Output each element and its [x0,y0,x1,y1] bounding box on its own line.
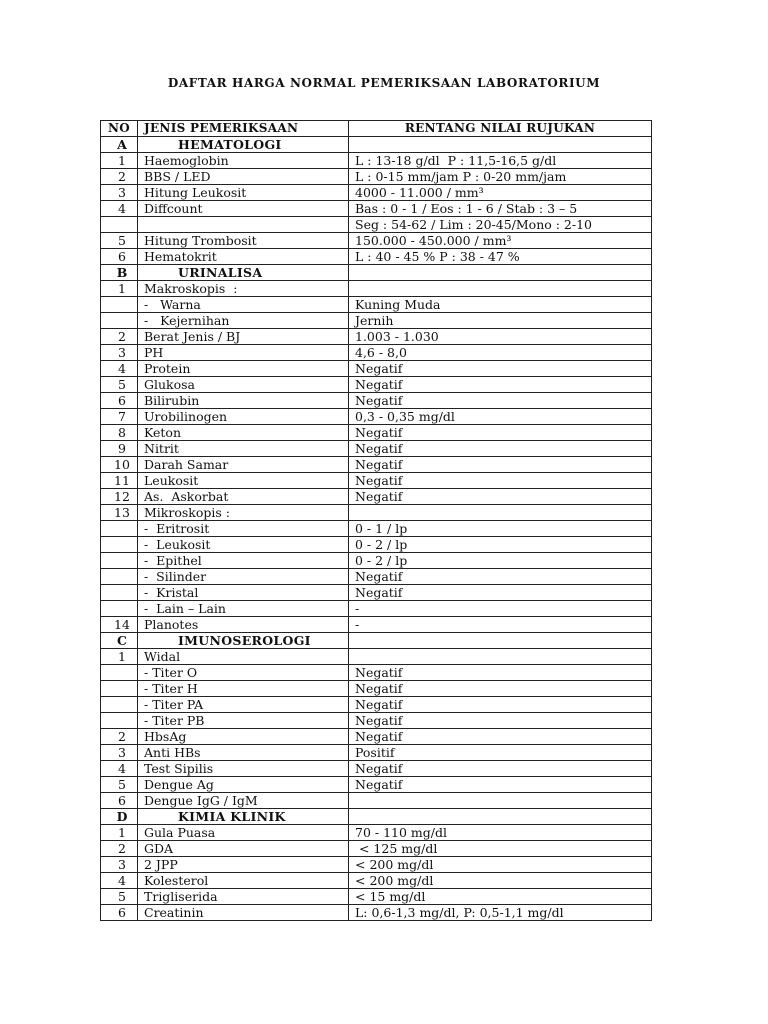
table-row [101,217,652,233]
row-number [101,521,138,537]
reference-range [349,265,652,281]
reference-range: - [349,601,652,617]
test-name: Protein [138,361,349,377]
table-row [101,873,652,889]
row-number: 6 [101,905,138,921]
test-name: Test Sipilis [138,761,349,777]
row-number: B [101,265,138,281]
reference-range: Negatif [349,457,652,473]
test-name: PH [138,345,349,361]
reference-range [349,649,652,665]
table-row [101,457,652,473]
test-name: Leukosit [138,473,349,489]
table-body [101,137,652,921]
reference-range: 0 - 2 / lp [349,537,652,553]
row-number [101,697,138,713]
table-row [101,505,652,521]
test-name: HbsAg [138,729,349,745]
test-name [138,217,349,233]
test-name: Hematokrit [138,249,349,265]
test-name: - Leukosit [138,537,349,553]
test-name: Dengue IgG / IgM [138,793,349,809]
row-number: C [101,633,138,649]
test-name: Haemoglobin [138,153,349,169]
reference-range: L : 40 - 45 % P : 38 - 47 % [349,249,652,265]
row-number: 4 [101,361,138,377]
section-title: KIMIA KLINIK [138,809,349,825]
reference-range: 4,6 - 8,0 [349,345,652,361]
row-number: 3 [101,857,138,873]
test-name: Kolesterol [138,873,349,889]
row-number: 12 [101,489,138,505]
table-row [101,233,652,249]
row-number [101,553,138,569]
test-name: Widal [138,649,349,665]
row-number: 6 [101,393,138,409]
row-number [101,217,138,233]
reference-range: < 125 mg/dl [349,841,652,857]
table-row [101,729,652,745]
table-row [101,601,652,617]
test-name: Nitrit [138,441,349,457]
table-row [101,281,652,297]
table-row [101,473,652,489]
table-row [101,761,652,777]
table-row [101,425,652,441]
row-number: 9 [101,441,138,457]
table-row [101,777,652,793]
reference-range: 0,3 - 0,35 mg/dl [349,409,652,425]
section-title: URINALISA [138,265,349,281]
table-row [101,361,652,377]
test-name: Dengue Ag [138,777,349,793]
reference-range: Negatif [349,569,652,585]
row-number: 3 [101,345,138,361]
row-number: 6 [101,249,138,265]
section-row [101,265,652,281]
reference-range [349,793,652,809]
reference-range: Negatif [349,729,652,745]
table-row [101,825,652,841]
table-row [101,585,652,601]
table-row [101,857,652,873]
test-name: Planotes [138,617,349,633]
test-name: Creatinin [138,905,349,921]
reference-range: Negatif [349,585,652,601]
row-number: A [101,137,138,153]
row-number: 5 [101,889,138,905]
section-row [101,633,652,649]
reference-range: Positif [349,745,652,761]
reference-range: Negatif [349,441,652,457]
reference-range [349,281,652,297]
test-name: - Silinder [138,569,349,585]
row-number: 4 [101,873,138,889]
row-number: 2 [101,841,138,857]
test-name: Hitung Leukosit [138,185,349,201]
reference-range: Negatif [349,777,652,793]
header-reference-range: RENTANG NILAI RUJUKAN [349,121,652,137]
row-number: 3 [101,745,138,761]
row-number: 2 [101,329,138,345]
reference-range: < 200 mg/dl [349,873,652,889]
test-name: Darah Samar [138,457,349,473]
row-number [101,681,138,697]
table-row [101,185,652,201]
reference-range: L: 0,6-1,3 mg/dl, P: 0,5-1,1 mg/dl [349,905,652,921]
reference-range: Jernih [349,313,652,329]
row-number [101,665,138,681]
test-name: Glukosa [138,377,349,393]
row-number: 2 [101,169,138,185]
table-row [101,745,652,761]
test-name: BBS / LED [138,169,349,185]
row-number: 7 [101,409,138,425]
row-number: D [101,809,138,825]
table-row [101,201,652,217]
test-name: As. Askorbat [138,489,349,505]
header-test-name: JENIS PEMERIKSAAN [138,121,349,137]
test-name: Diffcount [138,201,349,217]
table-row [101,905,652,921]
test-name: - Lain – Lain [138,601,349,617]
table-row [101,393,652,409]
test-name: Gula Puasa [138,825,349,841]
reference-range [349,809,652,825]
row-number: 6 [101,793,138,809]
row-number: 1 [101,281,138,297]
test-name: Anti HBs [138,745,349,761]
table-row [101,313,652,329]
reference-range: Negatif [349,377,652,393]
table-row [101,489,652,505]
reference-range: 1.003 - 1.030 [349,329,652,345]
row-number: 13 [101,505,138,521]
row-number [101,569,138,585]
section-row [101,809,652,825]
reference-range [349,505,652,521]
reference-range: Seg : 54-62 / Lim : 20-45/Mono : 2-10 [349,217,652,233]
table-row [101,441,652,457]
header-no: NO [101,121,138,137]
row-number: 10 [101,457,138,473]
row-number: 11 [101,473,138,489]
reference-range: < 200 mg/dl [349,857,652,873]
reference-range [349,137,652,153]
row-number: 14 [101,617,138,633]
test-name: Trigliserida [138,889,349,905]
table-row [101,537,652,553]
test-name: - Titer PB [138,713,349,729]
row-number [101,537,138,553]
row-number: 1 [101,825,138,841]
reference-range: - [349,617,652,633]
table-row [101,841,652,857]
test-name: Berat Jenis / BJ [138,329,349,345]
reference-range: Negatif [349,489,652,505]
reference-range: Negatif [349,425,652,441]
table-row [101,713,652,729]
test-name: - Kejernihan [138,313,349,329]
reference-range: < 15 mg/dl [349,889,652,905]
table-row [101,409,652,425]
reference-range: L : 13-18 g/dl P : 11,5-16,5 g/dl [349,153,652,169]
row-number [101,313,138,329]
section-title: IMUNOSEROLOGI [138,633,349,649]
reference-range: Bas : 0 - 1 / Eos : 1 - 6 / Stab : 3 – 5 [349,201,652,217]
row-number: 5 [101,377,138,393]
section-title: HEMATOLOGI [138,137,349,153]
reference-range [349,633,652,649]
test-name: Mikroskopis : [138,505,349,521]
test-name: - Warna [138,297,349,313]
table-row [101,617,652,633]
table-row [101,521,652,537]
row-number: 4 [101,201,138,217]
lab-reference-table [100,120,652,921]
table-row [101,697,652,713]
table-row [101,793,652,809]
reference-range: Negatif [349,761,652,777]
reference-range: 150.000 - 450.000 / mm³ [349,233,652,249]
table-row [101,569,652,585]
reference-range: Negatif [349,713,652,729]
test-name: - Titer H [138,681,349,697]
reference-range: 4000 - 11.000 / mm³ [349,185,652,201]
table-row [101,681,652,697]
row-number: 2 [101,729,138,745]
row-number: 8 [101,425,138,441]
test-name: 2 JPP [138,857,349,873]
test-name: - Epithel [138,553,349,569]
reference-range: Kuning Muda [349,297,652,313]
row-number [101,297,138,313]
test-name: Bilirubin [138,393,349,409]
reference-range: 70 - 110 mg/dl [349,825,652,841]
row-number [101,585,138,601]
test-name: - Kristal [138,585,349,601]
test-name: Hitung Trombosit [138,233,349,249]
document-title: DAFTAR HARGA NORMAL PEMERIKSAAN LABORATORIUM [167,76,601,90]
table-row [101,329,652,345]
table-row [101,153,652,169]
reference-range: Negatif [349,393,652,409]
section-row [101,137,652,153]
row-number: 3 [101,185,138,201]
test-name: GDA [138,841,349,857]
test-name: Urobilinogen [138,409,349,425]
row-number: 4 [101,761,138,777]
table-row [101,649,652,665]
reference-range: Negatif [349,697,652,713]
reference-range: Negatif [349,361,652,377]
reference-range: Negatif [349,681,652,697]
row-number: 1 [101,153,138,169]
test-name: - Titer PA [138,697,349,713]
reference-range: Negatif [349,473,652,489]
row-number: 5 [101,233,138,249]
row-number: 1 [101,649,138,665]
reference-range: 0 - 1 / lp [349,521,652,537]
table-row [101,169,652,185]
table-row [101,553,652,569]
table-row [101,345,652,361]
reference-range: Negatif [349,665,652,681]
table-row [101,665,652,681]
table-header-row [101,121,652,137]
reference-range: L : 0-15 mm/jam P : 0-20 mm/jam [349,169,652,185]
reference-range: 0 - 2 / lp [349,553,652,569]
test-name: - Titer O [138,665,349,681]
row-number: 5 [101,777,138,793]
test-name: - Eritrosit [138,521,349,537]
table-row [101,249,652,265]
table-row [101,297,652,313]
table-row [101,377,652,393]
test-name: Keton [138,425,349,441]
test-name: Makroskopis : [138,281,349,297]
row-number [101,601,138,617]
row-number [101,713,138,729]
table-row [101,889,652,905]
